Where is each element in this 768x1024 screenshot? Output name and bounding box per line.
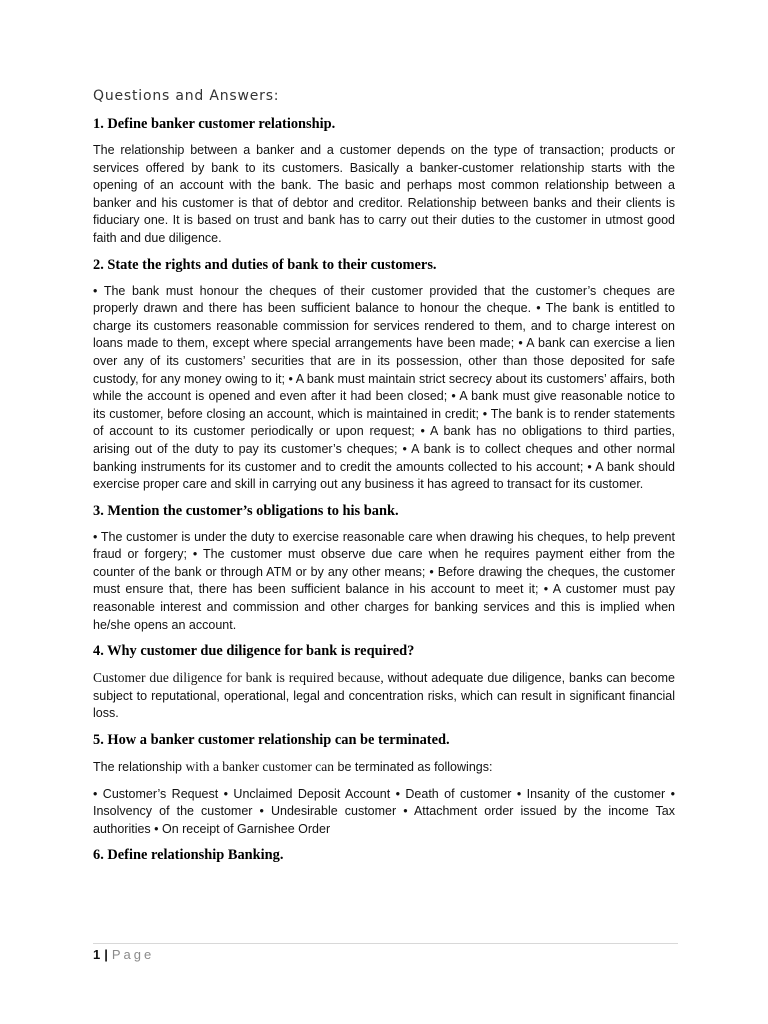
document-heading: Questions and Answers: — [93, 88, 280, 104]
question-3: 3. Mention the customer’s obligations to his bank. — [93, 502, 399, 519]
answer-5-intro-a: The relationship — [93, 760, 182, 775]
question-4: 4. Why customer due diligence for bank is required? — [93, 643, 415, 660]
answer-5-intro — [93, 758, 675, 777]
question-2: 2. State the rights and duties of bank to their customers. — [93, 256, 437, 273]
answer-5-intro-d: be terminated as followings: — [337, 760, 493, 775]
answer-2: • The bank must honour the cheques of their customer provided that the customer’s cheques are properly drawn and there has been sufficient balance to honour the cheque. • The bank is entitled to charge its customers reasonable commission for services rendered to them, and to charge interest on loans made to them, except where special arrangements have been made; • A bank can exercise a lien over any of its customers’ securities that are in its possession, other than those deposited for safe custody, for any money owing to it; • A bank must maintain strict secrecy about its customers’ affairs, both while the account is opened and even after it had been closed; • A bank must give reasonable notice to its customer, before closing an account, which is maintained in credit; • The bank is to render statements of account to its customer periodically or upon request; • A bank has no obligations to third parties, arising out of the duty to pay its customer’s cheques; • A bank is to collect cheques and other normal banking instruments for its customer and to credit the amounts collected to his account; • A bank should exercise proper care and skill in carrying out any business it has agreed to transact for its customer. — [93, 283, 675, 492]
page-label: Page — [111, 947, 155, 962]
answer-3: • The customer is under the duty to exercise reasonable care when drawing his cheques, to help prevent fraud or forgery; • The customer must observe due care when he requires payment either from the counter of the bank or through ATM or by any other means; • Before drawing the cheques, the customer must ensure that, there has been sufficient balance in his account to meet it; • A customer must pay reasonable interest and commission and other charges for banking services and this is implied when he/she opens an account. — [93, 529, 675, 632]
answer-4 — [93, 669, 675, 723]
page-footer — [93, 943, 678, 962]
answer-1: The relationship between a banker and a customer depends on the type of transaction; products or services offered by bank to its customers. Basically a banker-customer relationship starts with the opening of an account with the bank. The basic and perhaps most common relationship between a banker and his customer is that of debtor and creditor. Relationship between banks and their clients is fiduciary one. It is based on trust and bank has to carry out their duties to the customer in utmost good faith and due diligence. — [93, 143, 675, 245]
answer-5-intro-b: with — [185, 759, 210, 775]
question-5: 5. How a banker customer relationship can be terminated. — [93, 732, 450, 749]
page-number: 1 — [93, 947, 101, 962]
answer-4-body: without adequate due diligence, banks can become subject to reputational, operational, legal and concentration risks, which can result in significant financial loss. — [93, 671, 675, 721]
page-separator: | — [104, 947, 108, 962]
answer-5: • Customer’s Request • Unclaimed Deposit Account • Death of customer • Insanity of the customer • Insolvency of the customer • Undesirable customer • Attachment order issued by the income Tax authorities • On receipt of Garnishee Order — [93, 786, 675, 836]
document-content — [93, 88, 675, 873]
question-1: 1. Define banker customer relationship. — [93, 116, 336, 132]
answer-5-intro-c: a banker customer can — [212, 759, 335, 775]
question-6: 6. Define relationship Banking. — [93, 847, 284, 864]
answer-4-lead: Customer due diligence for bank is required because, — [93, 670, 384, 686]
